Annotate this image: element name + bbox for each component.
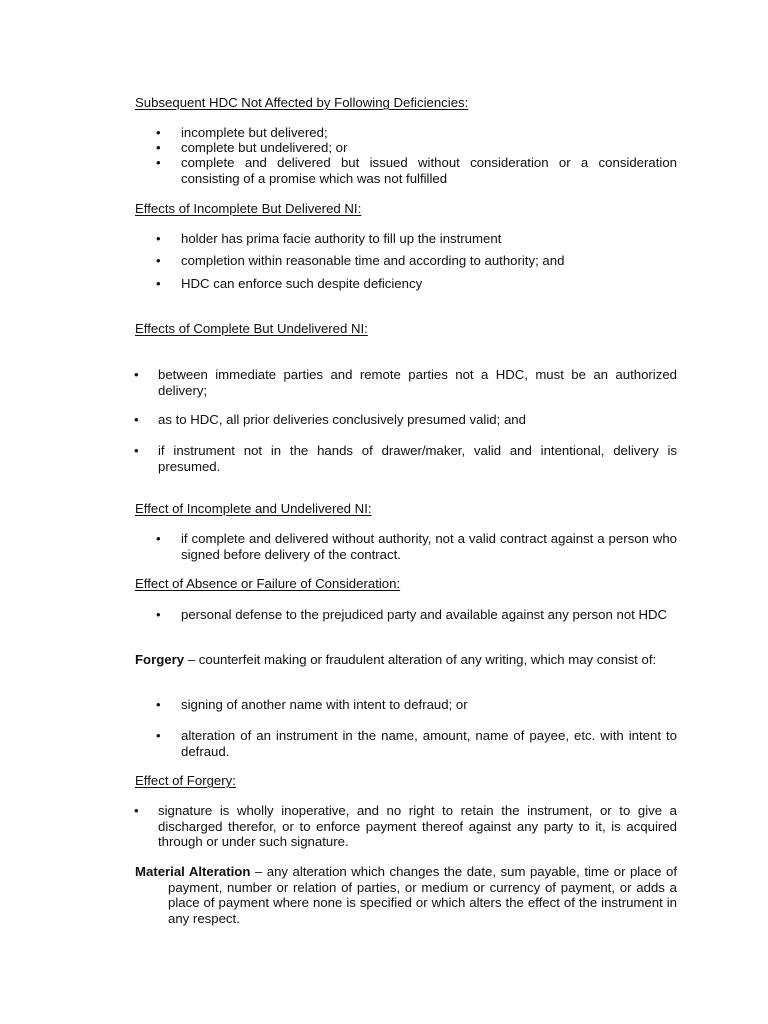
bullet-icon: • [156, 728, 161, 743]
list-item-text: alteration of an instrument in the name, amount, name of payee, etc. with intent to defraud. [181, 728, 677, 759]
bullet-icon: • [134, 412, 139, 427]
bullet-icon: • [156, 531, 161, 546]
section-heading: Effect of Forgery: [135, 773, 236, 788]
bullet-icon: • [156, 155, 161, 170]
section-heading: Subsequent HDC Not Affected by Following Deficiencies: [135, 95, 469, 110]
forgery-term: Forgery [135, 652, 185, 667]
list-item-text: signature is wholly inoperative, and no right to retain the instrument, or to give a discharged therefor, or to enforce payment thereof against any party to it, is acquired through or under such signature. [158, 803, 677, 849]
list-item-text: incomplete but delivered; [181, 125, 328, 140]
list-item-text: complete and delivered but issued without consideration or a consideration consisting of a promise which was not fulfilled [181, 155, 677, 186]
material-alteration-definition [135, 864, 677, 926]
list-item-text: completion within reasonable time and according to authority; and [181, 253, 565, 268]
list-item-text: complete but undelivered; or [181, 140, 348, 155]
bullet-icon: • [156, 607, 161, 622]
forgery-definition [135, 652, 677, 668]
list-item-text: if instrument not in the hands of drawer/maker, valid and intentional, delivery is presumed. [158, 443, 677, 474]
list-item-text: HDC can enforce such despite deficiency [181, 276, 423, 291]
bullet-icon: • [134, 803, 139, 818]
bullet-icon: • [156, 231, 161, 246]
forgery-definition-text: – counterfeit making or fraudulent alteration of any writing, which may consist of: [184, 652, 657, 667]
list-item-text: between immediate parties and remote parties not a HDC, must be an authorized delivery; [158, 367, 677, 398]
list-item-text: signing of another name with intent to defraud; or [181, 697, 468, 712]
material-alteration-text: – any alteration which changes the date, sum payable, time or place of payment, number or relation of parties, or medium or currency of payment, or adds a place of payment where none is specified or which alters the effect of the instrument in any respect. [168, 864, 677, 926]
bullet-icon: • [156, 125, 161, 140]
bullet-icon: • [156, 140, 161, 155]
bullet-icon: • [156, 276, 161, 291]
bullet-icon: • [156, 697, 161, 712]
list-item-text: personal defense to the prejudiced party and available against any person not HDC [181, 607, 668, 622]
bullet-icon: • [134, 367, 139, 382]
list-item-text: if complete and delivered without authority, not a valid contract against a person who signed before delivery of the contract. [181, 531, 677, 562]
section-heading: Effect of Incomplete and Undelivered NI: [135, 501, 372, 516]
bullet-icon: • [156, 253, 161, 268]
material-alteration-term: Material Alteration [135, 864, 251, 879]
section-heading: Effects of Complete But Undelivered NI: [135, 321, 368, 336]
section-heading: Effect of Absence or Failure of Consideration: [135, 576, 401, 591]
section-heading: Effects of Incomplete But Delivered NI: [135, 201, 362, 216]
list-item-text: as to HDC, all prior deliveries conclusively presumed valid; and [158, 412, 526, 427]
list-item-text: holder has prima facie authority to fill up the instrument [181, 231, 502, 246]
bullet-icon: • [134, 443, 139, 458]
